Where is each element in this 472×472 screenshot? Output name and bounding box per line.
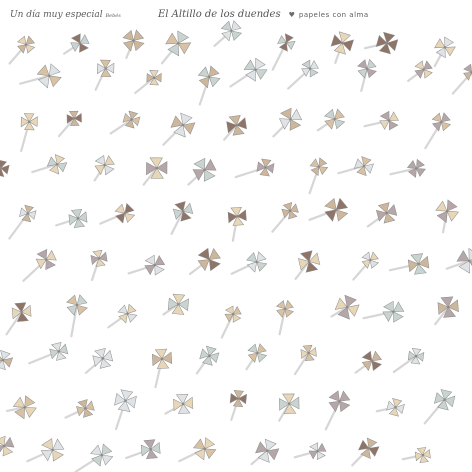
pinwheel-blade — [302, 59, 311, 68]
pinwheel-blade — [247, 262, 258, 273]
pinwheel-icon — [122, 30, 144, 58]
pinwheel-blade — [207, 65, 219, 77]
pinwheel-icon — [390, 249, 434, 279]
pinwheel-icon — [368, 199, 400, 226]
pinwheel-blade — [370, 252, 378, 260]
pinwheel-icon — [126, 435, 165, 463]
pinwheel-blade — [285, 309, 294, 318]
pinwheel-blade — [382, 310, 394, 322]
pinwheel-blade — [205, 159, 218, 172]
pinwheel-blade — [248, 344, 258, 354]
pinwheel-icon — [377, 395, 408, 420]
pinwheel-blade — [154, 265, 165, 276]
pinwheel-blade — [145, 254, 156, 265]
pinwheel-stick — [135, 78, 154, 93]
pinwheel-blade — [388, 121, 398, 131]
pinwheel-icon — [425, 385, 459, 423]
pinwheel-blade — [52, 450, 64, 462]
pinwheel-icon — [188, 157, 217, 185]
pinwheel-icon — [94, 155, 114, 181]
pinwheel-icon — [0, 156, 13, 180]
pinwheel-stick — [59, 118, 74, 136]
pinwheel-icon — [9, 202, 39, 239]
pinwheel-blade — [309, 441, 319, 451]
pinwheel-blade — [464, 64, 472, 72]
pinwheel-icon — [108, 303, 138, 327]
pinwheel-blade — [225, 305, 234, 314]
left-caption-small: Bebés — [105, 13, 121, 19]
pinwheel-icon — [222, 111, 251, 140]
pinwheel-blade — [339, 391, 350, 402]
pinwheel-icon — [190, 248, 221, 274]
pinwheel-blade — [222, 31, 233, 42]
pinwheel-blade — [310, 60, 319, 69]
pinwheel-blade — [116, 213, 127, 224]
pinwheel-icon — [272, 200, 300, 232]
pinwheel-blade — [424, 70, 433, 79]
pinwheel-icon — [432, 35, 457, 66]
pinwheel-blade — [336, 198, 348, 210]
pinwheel-icon — [162, 28, 194, 63]
pinwheel-blade — [366, 59, 376, 69]
pinwheel-icon — [309, 157, 329, 194]
pinwheel-blade — [76, 294, 87, 305]
pinwheel-blade — [383, 300, 395, 312]
pinwheel-icon — [403, 444, 434, 466]
pinwheel-blade — [325, 210, 337, 222]
pinwheel-icon — [10, 36, 35, 64]
pinwheel-blade — [209, 259, 221, 271]
pinwheel-blade — [26, 44, 35, 53]
pinwheel-blade — [71, 32, 82, 43]
pinwheel-blade — [432, 113, 441, 122]
pinwheel-icon — [140, 152, 173, 185]
pinwheel-blade — [197, 67, 209, 79]
pinwheel-blade — [232, 314, 241, 323]
pinwheel-hub — [371, 360, 373, 362]
pinwheel-blade — [370, 260, 378, 268]
pinwheel-blade — [41, 438, 53, 450]
pinwheel-icon — [326, 391, 350, 430]
pinwheel-blade — [255, 251, 266, 262]
pinwheel-blade — [248, 353, 258, 363]
pinwheel-blade — [193, 157, 206, 170]
pinwheel-blade — [276, 301, 285, 310]
pinwheel-icon — [111, 108, 144, 134]
pinwheel-icon — [64, 32, 91, 53]
pinwheel-icon — [295, 441, 328, 461]
pinwheel-blade — [100, 443, 112, 455]
pinwheel-blade — [257, 260, 268, 271]
pinwheel-icon — [364, 300, 405, 323]
pinwheel-icon — [433, 292, 464, 325]
pinwheel-icon — [23, 248, 58, 281]
pinwheel-blade — [278, 117, 291, 130]
pinwheel-icon — [288, 59, 319, 88]
brand-name: El Altillo de los duendes — [158, 9, 281, 20]
pinwheel-blade — [246, 252, 257, 263]
pinwheel-icon — [295, 341, 320, 374]
pinwheel-blade — [441, 121, 450, 130]
pinwheel-blade — [117, 305, 127, 315]
pinwheel-icon — [179, 436, 217, 462]
pinwheel-blade — [324, 198, 336, 210]
pinwheel-blade — [362, 252, 370, 260]
pinwheel-icon — [295, 247, 324, 279]
pinwheel-icon — [353, 252, 378, 280]
pinwheel-icon — [425, 112, 450, 148]
pinwheel-blade — [362, 351, 372, 361]
pinwheel-icon — [76, 443, 115, 472]
heart-icon: ♥ — [288, 10, 295, 19]
pinwheel-icon — [20, 62, 62, 89]
pinwheel-icon — [230, 56, 269, 87]
pinwheel-icon — [65, 397, 97, 420]
pinwheel-blade — [233, 306, 242, 315]
left-caption-text: Un día muy especial — [10, 10, 103, 20]
pinwheel-blade — [0, 347, 11, 360]
pinwheel-blade — [324, 109, 334, 119]
pinwheel-blade — [26, 36, 35, 45]
pinwheel-hub — [422, 68, 424, 70]
pinwheel-icon — [352, 435, 382, 465]
pinwheel-blade — [122, 30, 133, 41]
pinwheel-blade — [257, 352, 267, 362]
pinwheel-stick — [394, 356, 416, 372]
pinwheel-blade — [198, 259, 210, 271]
pinwheel-blade — [221, 21, 232, 32]
pinwheel-icon — [165, 389, 198, 419]
pinwheel-blade — [4, 436, 16, 448]
pinwheel-blade — [78, 43, 89, 54]
pinwheel-icon — [87, 247, 110, 280]
pinwheel-blade — [318, 443, 328, 453]
pinwheel-blade — [231, 30, 242, 41]
pinwheel-blade — [134, 40, 145, 51]
pinwheel-blade — [53, 439, 65, 451]
pinwheel-blade — [114, 204, 125, 215]
pinwheel-blade — [424, 61, 433, 70]
pinwheel-blade — [94, 164, 104, 174]
brand-header — [158, 9, 369, 20]
pinwheel-blade — [80, 34, 91, 45]
pinwheel-blade — [155, 255, 166, 266]
pinwheel-icon — [66, 294, 88, 336]
pinwheel-icon — [365, 28, 402, 58]
pinwheel-blade — [105, 155, 115, 165]
pinwheel-blade — [77, 304, 88, 315]
pinwheel-icon — [252, 436, 283, 466]
pinwheel-blade — [288, 119, 301, 132]
pinwheel-icon — [7, 298, 36, 334]
pinwheel-blade — [47, 62, 60, 75]
pinwheel-icon — [246, 343, 267, 369]
pinwheel-icon — [276, 300, 293, 334]
pinwheel-icon — [223, 203, 251, 241]
pinwheel-icon — [310, 198, 348, 221]
pinwheel-blade — [49, 74, 62, 87]
pinwheel-blade — [202, 170, 215, 183]
pinwheel-icon — [86, 345, 116, 373]
pinwheel-blade — [102, 453, 114, 465]
pinwheel-icon — [318, 109, 345, 131]
pinwheel-blade — [334, 109, 344, 119]
pinwheel-icon — [27, 438, 64, 462]
pinwheel-blade — [329, 391, 340, 402]
pinwheel-icon — [56, 205, 91, 232]
pinwheel-icon — [100, 203, 135, 224]
pinwheel-icon — [232, 251, 268, 274]
pinwheel-icon — [394, 344, 428, 371]
pinwheel-blade — [230, 20, 241, 31]
pinwheel-blade — [372, 361, 382, 371]
pinwheel-blade — [44, 260, 56, 272]
pinwheel-blade — [335, 118, 345, 128]
pinwheel-blade — [285, 300, 294, 309]
pinwheel-icon — [163, 109, 198, 145]
pinwheel-blade — [123, 203, 134, 214]
pinwheel-blade — [415, 61, 424, 70]
pinwheel-icon — [93, 55, 119, 89]
pinwheel-icon — [135, 66, 165, 93]
pinwheel-blade — [379, 119, 389, 129]
pinwheel-icon — [274, 388, 305, 420]
pinwheel-blade — [126, 303, 136, 313]
pinwheel-icon — [214, 20, 242, 46]
pinwheel-blade — [372, 351, 382, 361]
pinwheel-icon — [273, 106, 303, 136]
pinwheel-blade — [389, 111, 399, 121]
pinwheel-icon — [16, 109, 42, 151]
pinwheel-icon — [196, 342, 223, 373]
pinwheel-blade — [309, 69, 318, 78]
pinwheel-blade — [104, 165, 114, 175]
pinwheel-icon — [391, 158, 427, 179]
pinwheel-icon — [170, 198, 196, 233]
pinwheel-blade — [17, 36, 26, 45]
pinwheel-icon — [32, 152, 70, 178]
pinwheel-icon — [447, 246, 472, 276]
pinwheel-blade — [367, 68, 377, 78]
pinwheel-blade — [357, 60, 367, 70]
pinwheel-icon — [327, 28, 358, 63]
pinwheel-icon — [331, 291, 363, 323]
pinwheel-icon — [59, 107, 86, 136]
pinwheel-icon — [197, 65, 221, 105]
pinwheel-blade — [133, 30, 144, 41]
tagline: papeles con alma — [298, 10, 369, 19]
pinwheel-blade — [280, 106, 293, 119]
pinwheel-blade — [339, 401, 350, 412]
pinwheel-icon — [273, 31, 298, 69]
pinwheel-icon — [222, 305, 242, 337]
pinwheel-icon — [147, 344, 177, 387]
left-caption — [10, 10, 121, 20]
pinwheel-blade — [198, 248, 210, 260]
pinwheel-icon — [0, 434, 16, 458]
pinwheel-icon — [0, 347, 16, 378]
pinwheel-blade — [257, 343, 267, 353]
pinwheel-icon — [434, 198, 460, 232]
pinwheel-icon — [356, 351, 382, 372]
pinwheel-blade — [125, 212, 136, 223]
pinwheel-icon — [29, 339, 71, 363]
pinwheel-blade — [441, 112, 450, 121]
pinwheel-icon — [226, 386, 251, 420]
pinwheel-icon — [7, 394, 38, 421]
pinwheel-blade — [392, 312, 404, 324]
pinwheel-blade — [316, 451, 326, 461]
pinwheel-blade — [36, 248, 48, 260]
pinwheel-blade — [209, 248, 221, 260]
pinwheel-blade — [336, 209, 348, 221]
pinwheel-blade — [144, 264, 155, 275]
pinwheel-blade — [393, 302, 405, 314]
pinwheel-icon — [236, 155, 278, 180]
pinwheel-icon — [453, 64, 472, 94]
pinwheel-icon — [365, 110, 400, 131]
pinwheel-blade — [291, 108, 304, 121]
pinwheel-blade — [127, 312, 137, 322]
pinwheel-blade — [46, 250, 58, 262]
pinwheel-icon — [338, 153, 377, 179]
pinwheel-icon — [110, 385, 142, 429]
pinwheel-icon — [163, 289, 194, 320]
pinwheel-blade — [380, 110, 390, 120]
pinwheel-blade — [95, 155, 105, 165]
pinwheel-blade — [66, 295, 77, 306]
pinwheel-icon — [129, 254, 166, 276]
pinwheel-blade — [1, 446, 13, 458]
pinwheel-blade — [209, 75, 221, 87]
pinwheel-icon — [408, 61, 432, 81]
pinwheel-icon — [357, 59, 377, 91]
